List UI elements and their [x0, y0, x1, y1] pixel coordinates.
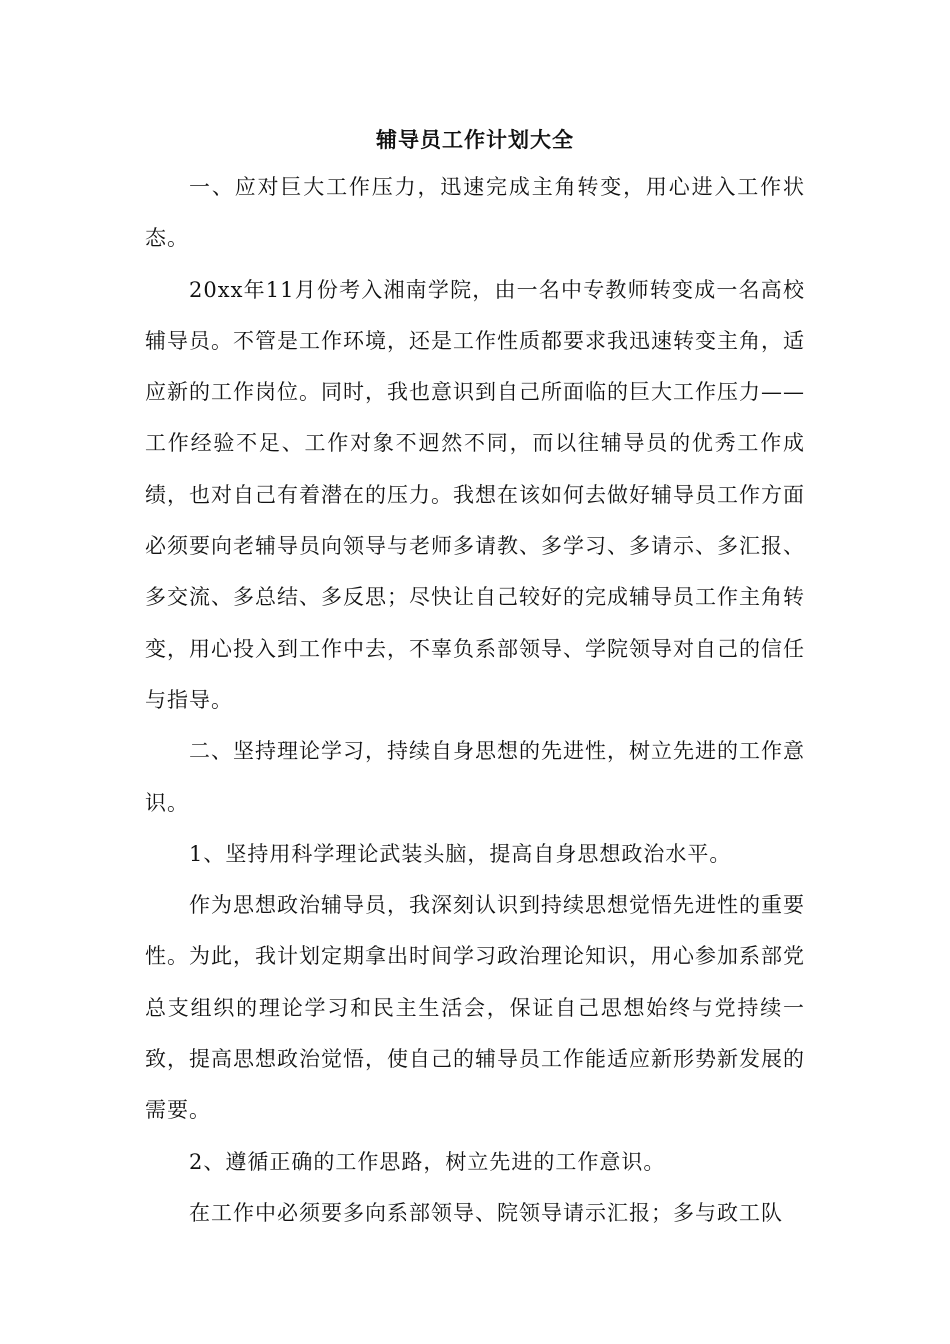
document-title: 辅导员工作计划大全 [376, 127, 574, 152]
subsection-heading-2: 2、遵循正确的工作思路，树立先进的工作意识。 [189, 1149, 666, 1174]
paragraph: 20xx年11月份考入湘南学院，由一名中专教师转变成一名高校辅导员。不管是工作环境，还是工作性质都要求我迅速转变主角，适应新的工作岗位。同时，我也意识到自己所面临的巨大工作压力——工作经验不足、工作对象不迥然不同，而以往辅导员的优秀工作成绩，也对自己有着潜在的压力。我想在该如何去做好辅导员工作方面必须要向老辅导员向领导与老师多请教、多学习、多请示、多汇报、多交流、多总结、多反思；尽快让自己较好的完成辅导员工作主角转变，用心投入到工作中去，不辜负系部领导、学院领导对自己的信任与指导。 [145, 277, 805, 712]
paragraph: 在工作中必须要多向系部领导、院领导请示汇报；多与政工队 [189, 1200, 783, 1225]
section-heading-2: 二、坚持理论学习，持续自身思想的先进性，树立先进的工作意识。 [145, 739, 805, 815]
section-heading-1: 一、应对巨大工作压力，迅速完成主角转变，用心进入工作状态。 [145, 175, 805, 251]
document-body [145, 118, 805, 1239]
paragraph: 作为思想政治辅导员，我深刻认识到持续思想觉悟先进性的重要性。为此，我计划定期拿出时间学习政治理论知识，用心参加系部党总支组织的理论学习和民主生活会，保证自己思想始终与党持续一致，提高思想政治觉悟，使自己的辅导员工作能适应新形势新发展的需要。 [145, 893, 805, 1123]
subsection-heading-1: 1、坚持用科学理论武装头脑，提高自身思想政治水平。 [189, 841, 732, 866]
